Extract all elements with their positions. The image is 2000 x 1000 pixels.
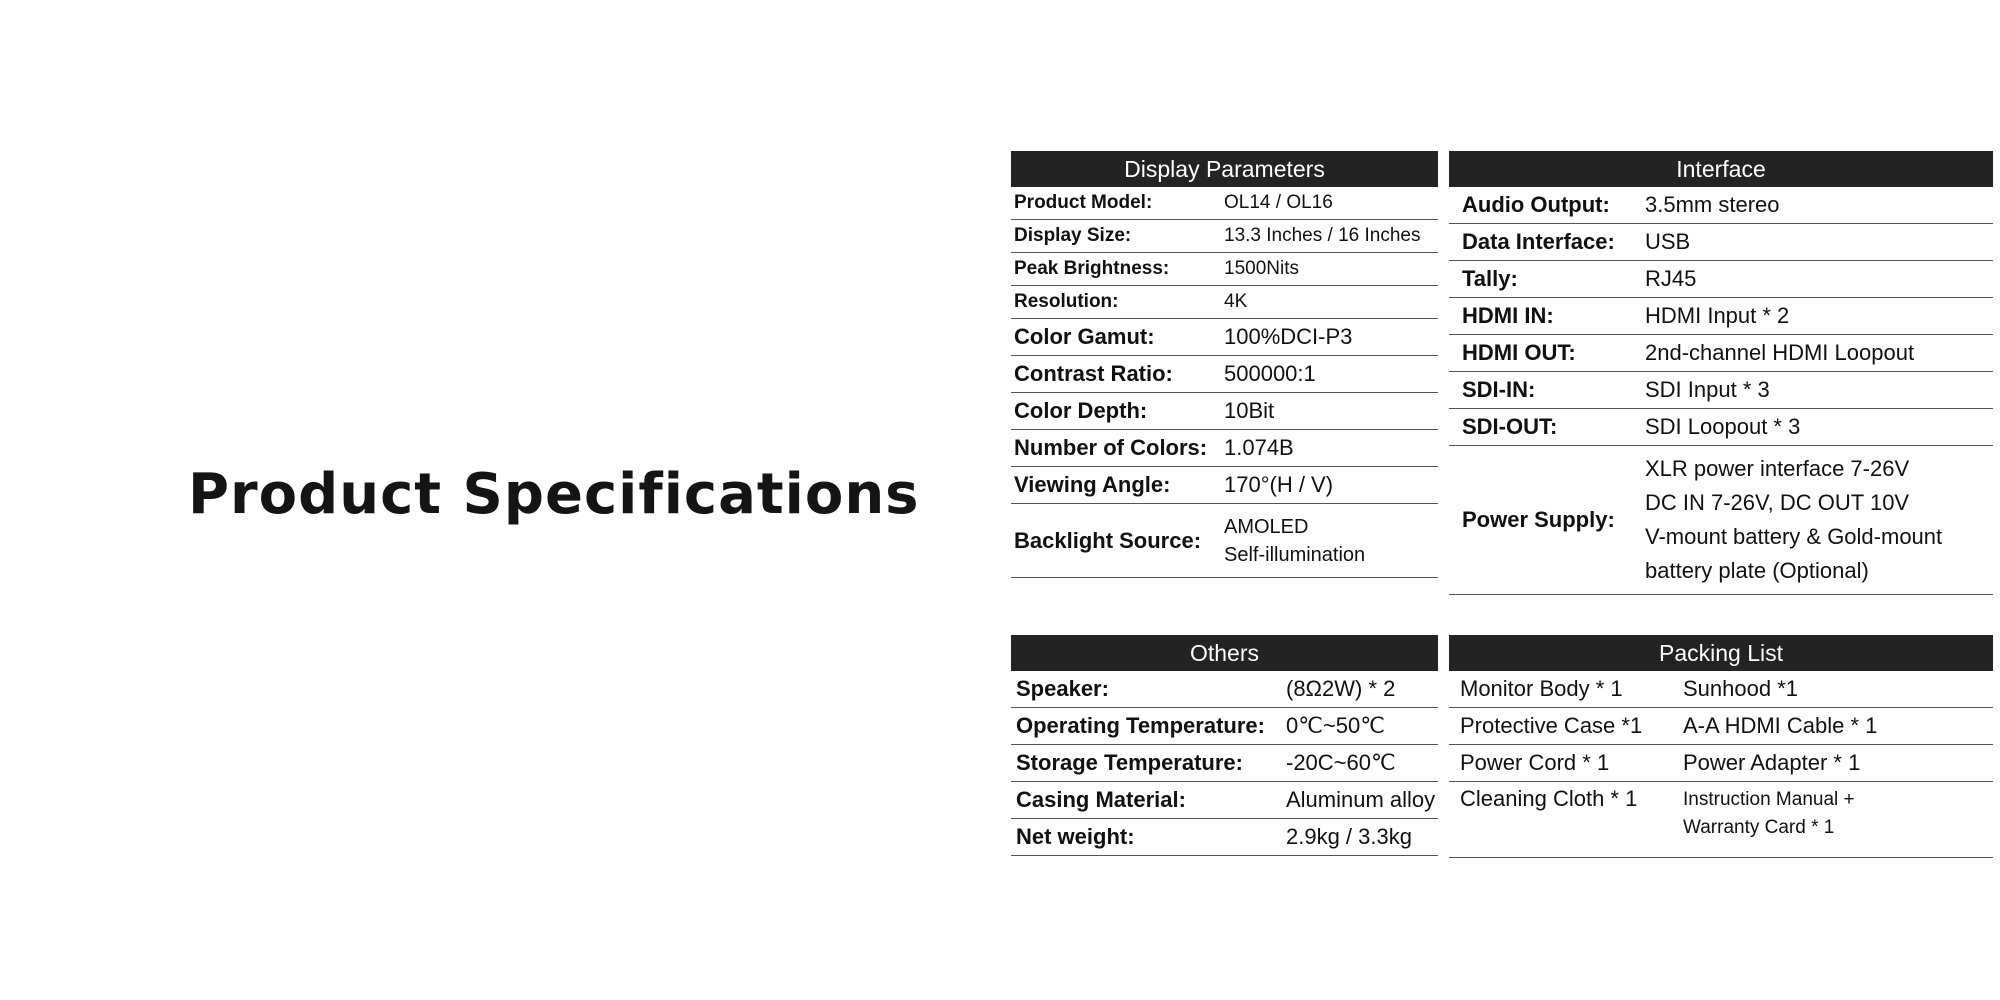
table-row: [1011, 393, 1438, 430]
table-row: [1449, 782, 1993, 858]
packing-list-header: Packing List: [1449, 635, 1993, 671]
spec-label: SDI-OUT:: [1449, 409, 1645, 446]
packing-item: Cleaning Cloth * 1: [1449, 782, 1672, 858]
interface-header: Interface: [1449, 151, 1993, 187]
table-row: [1449, 708, 1993, 745]
table-row: [1011, 220, 1438, 253]
table-row: [1449, 671, 1993, 708]
spec-value: Aluminum alloy: [1286, 782, 1438, 819]
spec-label: Resolution:: [1011, 286, 1222, 319]
spec-value-line: V-mount battery & Gold-mount: [1645, 524, 1943, 549]
spec-label: Casing Material:: [1011, 782, 1286, 819]
spec-value: (8Ω2W) * 2: [1286, 671, 1438, 708]
packing-item: Monitor Body * 1: [1449, 671, 1672, 708]
spec-value: [1645, 446, 1993, 595]
spec-value: SDI Input * 3: [1645, 372, 1993, 409]
spec-value: 500000:1: [1222, 356, 1438, 393]
spec-value-line: battery plate (Optional): [1645, 558, 1869, 583]
spec-label: Audio Output:: [1449, 187, 1645, 224]
spec-value: 2.9kg / 3.3kg: [1286, 819, 1438, 856]
table-row: [1449, 409, 1993, 446]
display-parameters-header: Display Parameters: [1011, 151, 1438, 187]
table-row: [1011, 745, 1438, 782]
spec-value: USB: [1645, 224, 1993, 261]
table-row: [1011, 356, 1438, 393]
table-row: [1449, 224, 1993, 261]
spec-label: Net weight:: [1011, 819, 1286, 856]
spec-value: 4K: [1222, 286, 1438, 319]
packing-item-line: Instruction Manual +: [1683, 789, 1855, 810]
spec-label: Power Supply:: [1449, 446, 1645, 595]
spec-value: 1500Nits: [1222, 253, 1438, 286]
spec-label: HDMI OUT:: [1449, 335, 1645, 372]
spec-value: OL14 / OL16: [1222, 187, 1438, 220]
spec-label: HDMI IN:: [1449, 298, 1645, 335]
table-row: [1449, 335, 1993, 372]
spec-value: HDMI Input * 2: [1645, 298, 1993, 335]
table-row: [1011, 782, 1438, 819]
spec-value: RJ45: [1645, 261, 1993, 298]
spec-value: 100%DCI-P3: [1222, 319, 1438, 356]
table-row: [1449, 745, 1993, 782]
spec-value: 10Bit: [1222, 393, 1438, 430]
spec-value-line: XLR power interface 7-26V: [1645, 456, 1910, 481]
table-row: [1011, 430, 1438, 467]
spec-value: 3.5mm stereo: [1645, 187, 1993, 224]
spec-label: Contrast Ratio:: [1011, 356, 1222, 393]
spec-value: 170°(H / V): [1222, 467, 1438, 504]
interface-table: [1449, 187, 1993, 595]
table-row: [1011, 671, 1438, 708]
spec-value: SDI Loopout * 3: [1645, 409, 1993, 446]
table-row: [1449, 187, 1993, 224]
packing-item: Sunhood *1: [1672, 671, 1993, 708]
table-row: [1011, 286, 1438, 319]
table-row: [1449, 372, 1993, 409]
table-row: [1011, 819, 1438, 856]
spec-label: Color Gamut:: [1011, 319, 1222, 356]
table-row: [1011, 319, 1438, 356]
interface-panel: [1449, 151, 1993, 595]
spec-value: 0℃~50℃: [1286, 708, 1438, 745]
packing-item: Power Adapter * 1: [1672, 745, 1993, 782]
spec-value-line: Self-illumination: [1224, 543, 1366, 566]
table-row: [1011, 504, 1438, 578]
spec-value-line: DC IN 7-26V, DC OUT 10V: [1645, 490, 1910, 515]
packing-item-line: Warranty Card * 1: [1683, 817, 1835, 838]
spec-label: Number of Colors:: [1011, 430, 1222, 467]
spec-value: [1222, 504, 1438, 578]
table-row: [1011, 467, 1438, 504]
page-title: Product Specifications: [188, 462, 920, 527]
table-row: [1011, 253, 1438, 286]
spec-value-line: AMOLED: [1224, 515, 1309, 538]
packing-list-table: [1449, 671, 1993, 858]
table-row: [1449, 298, 1993, 335]
spec-label: Tally:: [1449, 261, 1645, 298]
spec-value: 1.074B: [1222, 430, 1438, 467]
table-row: [1449, 261, 1993, 298]
display-parameters-panel: [1011, 151, 1438, 578]
spec-value: 2nd-channel HDMI Loopout: [1645, 335, 1993, 372]
spec-label: Backlight Source:: [1011, 504, 1222, 578]
spec-label: SDI-IN:: [1449, 372, 1645, 409]
spec-label: Data Interface:: [1449, 224, 1645, 261]
table-row: [1011, 708, 1438, 745]
packing-item: A-A HDMI Cable * 1: [1672, 708, 1993, 745]
spec-label: Color Depth:: [1011, 393, 1222, 430]
spec-label: Operating Temperature:: [1011, 708, 1286, 745]
spec-label: Speaker:: [1011, 671, 1286, 708]
table-row: [1449, 446, 1993, 595]
spec-label: Viewing Angle:: [1011, 467, 1222, 504]
packing-list-panel: [1449, 635, 1993, 858]
packing-item: [1672, 782, 1993, 858]
others-table: [1011, 671, 1438, 856]
spec-value: 13.3 Inches / 16 Inches: [1222, 220, 1438, 253]
spec-value: -20C~60℃: [1286, 745, 1438, 782]
display-parameters-table: [1011, 187, 1438, 578]
others-header: Others: [1011, 635, 1438, 671]
spec-label: Product Model:: [1011, 187, 1222, 220]
spec-label: Display Size:: [1011, 220, 1222, 253]
spec-label: Storage Temperature:: [1011, 745, 1286, 782]
packing-item: Protective Case *1: [1449, 708, 1672, 745]
spec-label: Peak Brightness:: [1011, 253, 1222, 286]
table-row: [1011, 187, 1438, 220]
packing-item: Power Cord * 1: [1449, 745, 1672, 782]
others-panel: [1011, 635, 1438, 856]
